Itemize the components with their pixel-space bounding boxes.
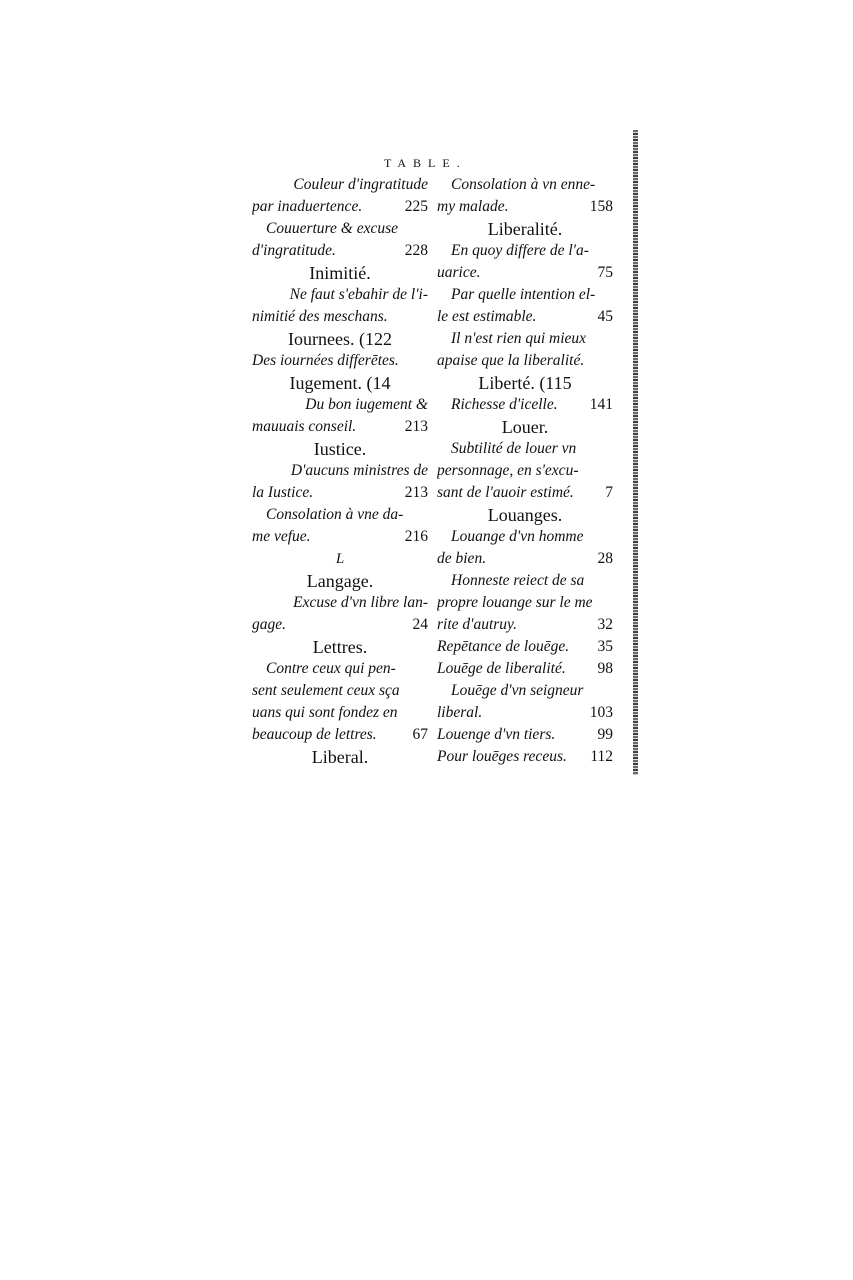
page-number: 228: [404, 242, 428, 259]
index-heading: Iugement. (14: [289, 373, 391, 393]
index-entry: Du bon iugement &: [305, 396, 428, 413]
entry-text: liberal.: [437, 704, 483, 721]
entry-text: la Iustice.: [252, 484, 314, 501]
index-entry: [437, 658, 613, 680]
running-head: TABLE.: [384, 156, 467, 170]
index-entry: [252, 416, 428, 438]
entry-text: uarice.: [437, 264, 481, 281]
page-number: 24: [412, 616, 428, 633]
index-entry: [252, 240, 428, 262]
index-entry: Consolation à vne da-: [266, 506, 404, 523]
page-number: 216: [404, 528, 428, 545]
page-edge-shadow: [633, 130, 638, 775]
index-entry: Couleur d'ingratitude: [293, 176, 428, 193]
page-number: 67: [412, 726, 428, 743]
entry-text: me vefue.: [252, 528, 311, 545]
entry-text: Louēge de liberalité.: [437, 660, 566, 677]
entry-text: rite d'autruy.: [437, 616, 517, 633]
entry-text: Repētance de louēge.: [437, 638, 570, 655]
index-entry: D'aucuns ministres de: [290, 462, 428, 479]
index-entry: Excuse d'vn libre lan-: [293, 594, 428, 611]
index-letter: L: [335, 551, 345, 567]
index-entry: [252, 482, 428, 504]
index-entry: [252, 526, 428, 548]
index-entry: sent seulement ceux sça: [252, 682, 400, 699]
index-entry: uans qui sont fondez en: [252, 704, 398, 721]
page-number: 32: [597, 616, 613, 633]
index-heading: Louer.: [501, 417, 549, 437]
index-entry: [437, 702, 613, 724]
index-entry: [437, 306, 613, 328]
index-entry: [437, 614, 613, 636]
page-number: 45: [597, 308, 613, 325]
page-number: 213: [404, 484, 428, 501]
entry-text: beaucoup de lettres.: [252, 726, 377, 743]
page-number: 35: [597, 638, 613, 655]
index-entry: Des iournées differētes.: [252, 352, 399, 369]
index-entry: [252, 196, 428, 218]
index-entry: Par quelle intention el-: [451, 286, 596, 303]
index-entry: [437, 724, 613, 746]
entry-text: gage.: [252, 616, 287, 633]
entry-text: par inaduertence.: [252, 198, 363, 215]
index-entry: Ne faut s'ebahir de l'i-: [289, 286, 428, 303]
page-number: 141: [589, 396, 613, 413]
index-entry: [437, 636, 613, 658]
index-heading: Liberalité.: [487, 219, 563, 239]
page-number: 7: [605, 484, 613, 501]
index-heading: Iustice.: [313, 439, 367, 459]
page-number: 213: [404, 418, 428, 435]
index-entry: [252, 614, 428, 636]
index-entry: En quoy differe de l'a-: [451, 242, 589, 259]
page-number: 112: [590, 748, 613, 765]
index-heading: Inimitié.: [309, 263, 371, 283]
page-number: 28: [597, 550, 613, 567]
entry-text: de bien.: [437, 550, 487, 567]
page-number: 225: [404, 198, 428, 215]
index-entry: propre louange sur le me: [437, 594, 593, 611]
entry-text: Pour louēges receus.: [437, 748, 567, 765]
index-column-left: [252, 174, 428, 768]
page-number: 98: [597, 660, 613, 677]
entry-text: mauuais conseil.: [252, 418, 357, 435]
index-entry: [437, 196, 613, 218]
index-heading: Langage.: [306, 571, 374, 591]
index-entry: apaise que la liberalité.: [437, 352, 585, 369]
entry-text: sant de l'auoir estimé.: [437, 484, 574, 501]
page-number: 158: [589, 198, 613, 215]
index-entry: Honneste reiect de sa: [451, 572, 585, 589]
index-entry: [437, 746, 613, 768]
index-entry: Il n'est rien qui mieux: [451, 330, 587, 347]
index-heading: Liberal.: [311, 747, 369, 767]
entry-text: d'ingratitude.: [252, 242, 336, 259]
entry-text: Richesse d'icelle.: [451, 396, 558, 413]
index-entry: personnage, en s'excu-: [437, 462, 579, 479]
entry-text: Louenge d'vn tiers.: [437, 726, 556, 743]
index-entry: Louange d'vn homme: [451, 528, 584, 545]
index-heading: Lettres.: [312, 637, 368, 657]
page-number: 99: [597, 726, 613, 743]
page-number: 75: [597, 264, 613, 281]
index-entry: Subtilité de louer vn: [451, 440, 577, 457]
index-heading: Iournees. (122: [288, 329, 392, 349]
index-entry: Contre ceux qui pen-: [266, 660, 396, 677]
entry-text: my malade.: [437, 198, 509, 215]
index-entry: Consolation à vn enne-: [451, 176, 596, 193]
index-heading: Liberté. (115: [478, 373, 572, 393]
index-entry: [437, 482, 613, 504]
index-entry: nimitié des meschans.: [252, 308, 388, 325]
index-entry: [437, 394, 613, 416]
index-entry: Couuerture & excuse: [266, 220, 398, 237]
index-entry: [252, 724, 428, 746]
index-entry: Louēge d'vn seigneur: [451, 682, 584, 699]
entry-text: le est estimable.: [437, 308, 537, 325]
index-entry: [437, 548, 613, 570]
index-entry: [437, 262, 613, 284]
index-column-right: [437, 174, 613, 768]
page-number: 103: [589, 704, 613, 721]
index-heading: Louanges.: [487, 505, 563, 525]
